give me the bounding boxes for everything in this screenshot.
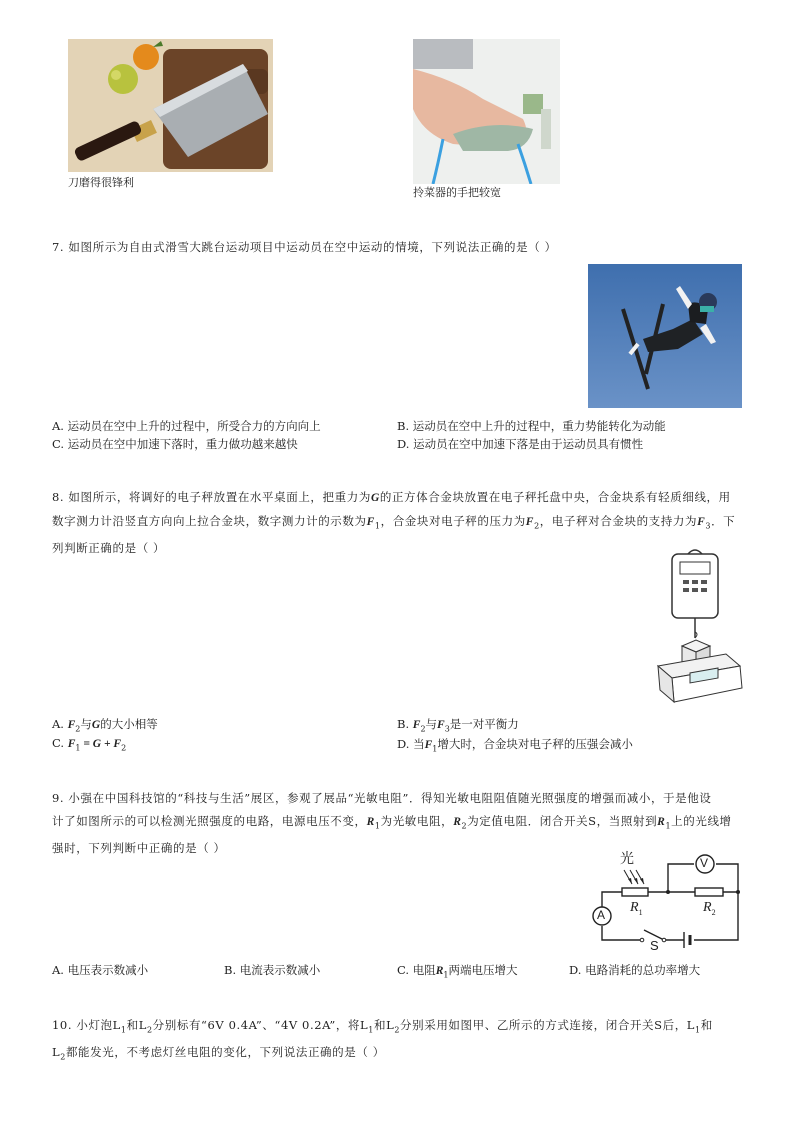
voltmeter-symbol: V [700,856,709,870]
q9-option-a[interactable]: A. 电压表示数减小 [52,963,149,977]
q7-option-c[interactable]: C. 运动员在空中加速下落时，重力做功越来越快 [52,437,298,451]
q7-stem: 7. 如图所示为自由式滑雪大跳台运动项目中运动员在空中运动的情境，下列说法正确的是（ ） [52,240,557,254]
circuit-r1-label: $R_1$ [630,900,643,917]
q8-option-c[interactable]: C. $F_1 = G + F_2$ [52,736,127,753]
q8-option-a[interactable]: A. $F_2$与G的大小相等 [52,717,158,734]
q10-stem: 10. 小灯泡$L_1$和$L_2$分别标有“6V 0.4A”、“4V 0.2A”，将$L_1$和$L_2$分别采用如图甲、乙所示的方式连接，闭合开关S后，$L_1$和 $L_2$都能发光，不考虑灯丝电阻的变化，下列说法正确的是（ ） [52,1018,713,1062]
q9-stem: 9. 小强在中国科技馆的“科技与生活”展区，参观了展品“光敏电阻”．得知光敏电阻阻值随光照强度的增强而减小，于是他设 计了如图所示的可以检测光照强度的电路，电源电压不变，$R_1$为光敏电阻，$R_2$为定值电阻．闭合开关S，当照射到$R_1$上的光线增 强时，下列判断中正确的是（ ） [52,791,732,856]
q9-option-b[interactable]: B. 电流表示数减小 [224,963,321,977]
q7-option-b[interactable]: B. 运动员在空中上升的过程中，重力势能转化为动能 [397,419,666,433]
scale-diagram [650,546,746,714]
q8-option-b[interactable]: B. $F_2$与$F_3$是一对平衡力 [397,717,519,734]
circuit-diagram [586,848,746,954]
circuit-switch-label: S [650,938,659,953]
circuit-r2-label: $R_2$ [703,900,716,917]
handle-caption: 拎菜器的手把较宽 [413,186,501,199]
knife-photo [68,39,273,172]
ammeter-symbol: A [597,908,606,922]
knife-caption: 刀磨得很锋利 [68,176,134,189]
bag-handle-photo [413,39,560,184]
q7-option-a[interactable]: A. 运动员在空中上升的过程中，所受合力的方向向上 [52,419,321,433]
q8-option-d[interactable]: D. 当$F_1$增大时，合金块对电子秤的压强会减小 [397,737,633,754]
q9-option-c[interactable]: C. 电阻$R_1$两端电压增大 [397,963,518,980]
q8-stem: 8. 如图所示，将调好的电子秤放置在水平桌面上，把重力为G的正方体合金块放置在电子秤托盘中央，合金块系有轻质细线，用 数字测力计沿竖直方向向上拉合金块，数字测力计的示数为$F_1$，合金块对电子秤的压力为$F_2$，电子秤对合金块的支持力为$F_3$．下 列判断正确的是（ ） [52,490,736,556]
q9-option-d[interactable]: D. 电路消耗的总功率增大 [569,963,701,977]
q7-option-d[interactable]: D. 运动员在空中加速下落是由于运动员具有惯性 [397,437,644,451]
circuit-light-label: 光 [620,851,634,867]
skier-photo [588,264,742,408]
